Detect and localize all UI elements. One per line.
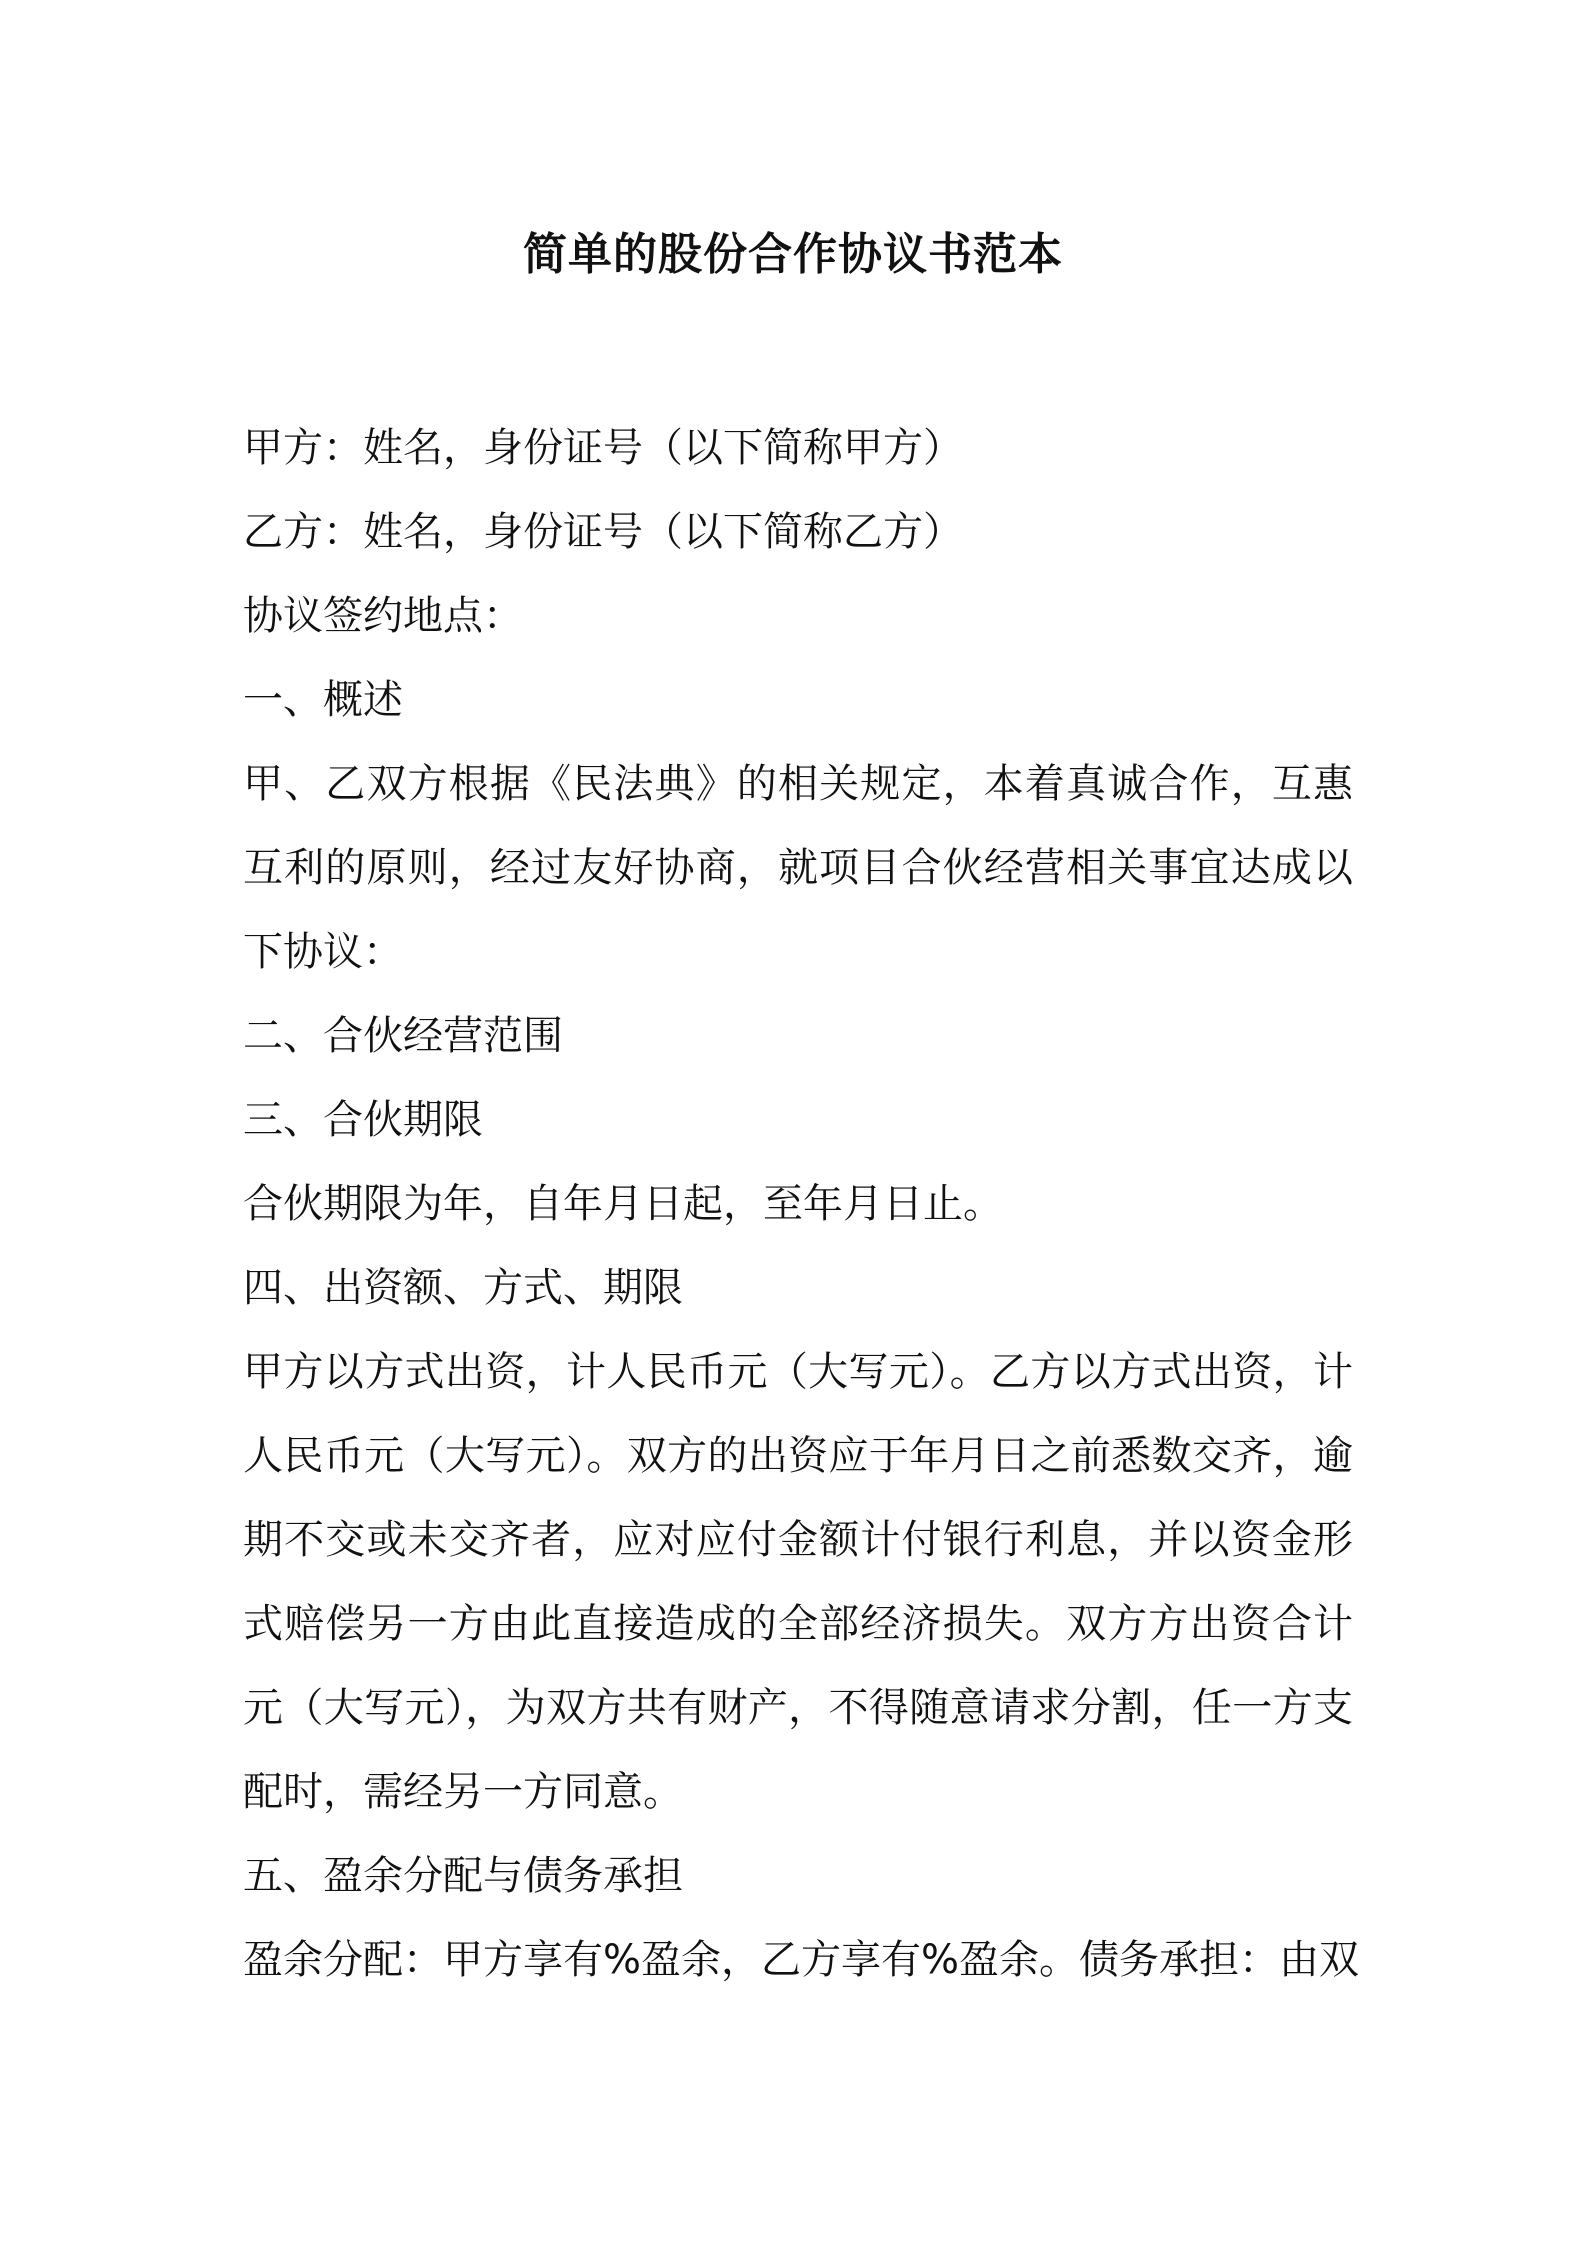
document-body <box>243 406 1360 2002</box>
overview-paragraph: 甲、乙双方根据《民法典》的相关规定，本着真诚合作，互惠互利的原则，经过友好协商，就项目合伙经营相关事宜达成以下协议： <box>243 761 1353 975</box>
section-2-heading: 二、合伙经营范围 <box>243 1013 563 1059</box>
document-title: 简单的股份合作协议书范本 <box>523 229 1063 280</box>
section-3-heading: 三、合伙期限 <box>243 1097 483 1143</box>
signing-location-line: 协议签约地点： <box>243 593 523 639</box>
section-5-heading: 五、盈余分配与债务承担 <box>243 1853 683 1899</box>
party-b-line: 乙方：姓名，身份证号（以下简称乙方） <box>243 509 963 555</box>
section-5-text: 盈余分配：甲方享有%盈余，乙方享有%盈余。债务承担：由双 <box>243 1937 1360 1983</box>
section-3-text: 合伙期限为年，自年月日起，至年月日止。 <box>243 1181 1003 1227</box>
section-4-heading: 四、出资额、方式、期限 <box>243 1265 683 1311</box>
party-a-line: 甲方：姓名，身份证号（以下简称甲方） <box>243 425 963 471</box>
section-1-heading: 一、概述 <box>243 677 403 723</box>
section-4-paragraph: 甲方以方式出资，计人民币元（大写元）。乙方以方式出资，计人民币元（大写元）。双方的出资应于年月日之前悉数交齐，逾期不交或未交齐者，应对应付金额计付银行利息，并以资金形式赔偿另一方由此直接造成的全部经济损失。双方方出资合计元（大写元），为双方共有财产，不得随意请求分割，任一方支配时，需经另一方同意。 <box>243 1349 1353 1815</box>
